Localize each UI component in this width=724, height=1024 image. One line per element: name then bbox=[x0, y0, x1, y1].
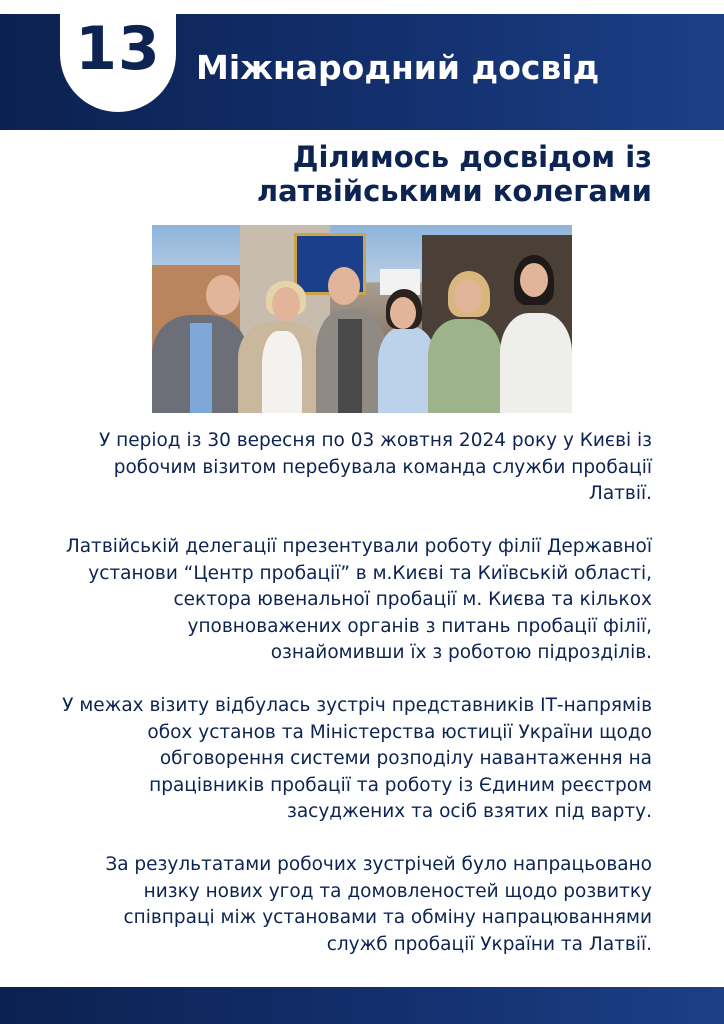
footer-band bbox=[0, 987, 724, 1024]
photo-person-head bbox=[390, 297, 416, 329]
article-heading bbox=[92, 140, 652, 208]
article-heading-line: Ділимось досвідом із bbox=[292, 140, 652, 174]
section-title: Міжнародний досвід bbox=[196, 48, 600, 87]
paragraph-line: робочим візитом перебувала команда служби пробації bbox=[113, 456, 652, 478]
photo-person-head bbox=[520, 263, 548, 297]
paragraph-line: сектора ювенальної пробації м. Києва та кількох bbox=[173, 589, 652, 610]
paragraph-line: низку нових угод та домовленостей щодо розвитку bbox=[143, 880, 652, 902]
photo-person-shirt bbox=[190, 323, 212, 413]
paragraph-line: співпраці між установами та обміну напрацюваннями bbox=[123, 907, 652, 928]
photo-person-head bbox=[454, 279, 482, 313]
paragraph-meeting bbox=[62, 693, 652, 826]
page-number-tab bbox=[60, 0, 176, 112]
paragraph-line: У період із 30 вересня по 03 жовтня 2024 року у Києві із bbox=[98, 430, 652, 451]
photo-person bbox=[500, 313, 572, 413]
paragraph-line: служб пробації України та Латвії. bbox=[326, 933, 652, 955]
paragraph-line: працівників пробації та роботу із Єдиним реєстром bbox=[149, 774, 652, 796]
paragraph-line: За результатами робочих зустрічей було напрацьовано bbox=[105, 854, 652, 875]
article-heading-line: латвійськими колегами bbox=[256, 174, 652, 208]
paragraph-line: ознайомивши їх з роботою підрозділів. bbox=[270, 642, 652, 663]
photo-person-shirt bbox=[262, 331, 302, 413]
photo-person-head bbox=[272, 287, 300, 321]
paragraph-presentation bbox=[62, 534, 652, 667]
photo-person-head bbox=[328, 267, 360, 305]
page-number: 13 bbox=[75, 14, 161, 84]
paragraph-line: уповноважених органів з питань пробації філії, bbox=[187, 615, 652, 637]
photo-person-shirt bbox=[338, 319, 362, 413]
paragraph-line: обох установ та Міністерства юстиції України щодо bbox=[147, 721, 652, 743]
paragraph-line: засуджених та осіб взятих під варту. bbox=[287, 801, 652, 822]
paragraph-line: установи “Центр пробації” в м.Києві та Київській області, bbox=[88, 562, 652, 584]
paragraph-line: Латвії. bbox=[588, 483, 652, 504]
paragraph-line: обговорення системи розподілу навантаження на bbox=[159, 748, 652, 769]
photo-person bbox=[428, 319, 502, 413]
paragraph-line: У межах візиту відбулась зустріч представників ІТ-напрямів bbox=[62, 695, 652, 716]
paragraph-line: Латвійській делегації презентували роботу філії Державної bbox=[65, 536, 652, 557]
paragraph-results bbox=[62, 852, 652, 958]
group-photo bbox=[152, 225, 572, 413]
paragraph-visit bbox=[62, 428, 652, 508]
photo-person-head bbox=[206, 275, 240, 315]
